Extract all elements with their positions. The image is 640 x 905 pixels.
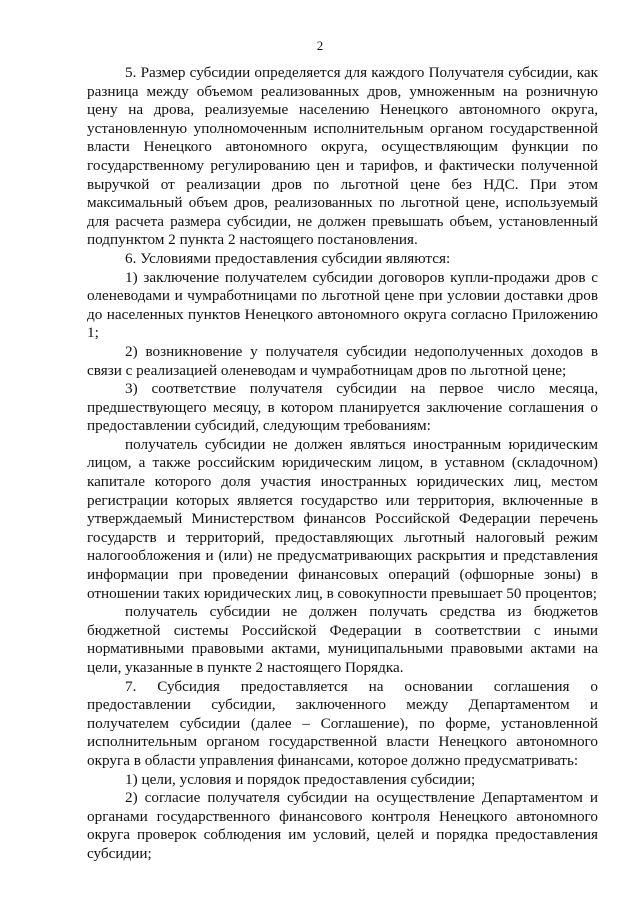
paragraph-requirement-budget: получатель субсидии не должен получать средства из бюджетов бюджетной системы Российской Федерации в соответствии с иными нормативными правовыми актами, муниципальными правовыми актами на цели, указанные в пункте 2 настоящего Порядка.: [87, 603, 598, 676]
paragraph-condition-2: 2) возникновение у получателя субсидии недополученных доходов в связи с реализацией оленеводам и чумработницам дров по льготной цене;: [87, 342, 598, 379]
paragraph-subsidy-size: 5. Размер субсидии определяется для каждого Получателя субсидии, как разница между объемом реализованных дров, умноженным на розничную цену на дрова, реализуемые населению Ненецкого автономного округа, установленную уполномоченным исполнительным органом государственной власти Ненецкого автономного округа, осуществляющим функции по государственному регулированию цен и тарифов, и фактически полученной выручкой от реализации дров по льготной цене без НДС. При этом максимальный объем дров, реализованных по льготной цене, используемый для расчета размера субсидии, не должен превышать объем, установленный подпунктом 2 пункта 2 настоящего постановления.: [87, 64, 598, 249]
document-body: [87, 64, 598, 864]
paragraph-agreement-item-2: 2) согласие получателя субсидии на осуществление Департаментом и органами государственного финансового контроля Ненецкого автономного округа проверок соблюдения им условий, целей и порядка предоставления субсидии;: [87, 789, 598, 862]
paragraph-agreement-item-1: 1) цели, условия и порядок предоставления субсидии;: [125, 770, 476, 788]
paragraph-conditions-heading: 6. Условиями предоставления субсидии являются:: [125, 249, 451, 267]
page-number: 2: [316, 38, 324, 53]
paragraph-condition-1: 1) заключение получателем субсидии договоров купли-продажи дров с оленеводами и чумработницами по льготной цене при условии доставки дров до населенных пунктов Ненецкого автономного округа согласно Приложению 1;: [87, 268, 598, 342]
paragraph-agreement: 7. Субсидия предоставляется на основании соглашения о предоставлении субсидии, заключенного между Департаментом и получателем субсидии (далее – Соглашение), по форме, установленной исполнительным органом государственной власти Ненецкого автономного округа в области управления финансами, которое должно предусматривать:: [87, 677, 598, 769]
paragraph-condition-3: 3) соответствие получателя субсидии на первое число месяца, предшествующего месяцу, в котором планируется заключение соглашения о предоставлении субсидий, следующим требованиям:: [87, 380, 598, 435]
paragraph-requirement-foreign: получатель субсидии не должен являться иностранным юридическим лицом, а также российским юридическим лицом, в уставном (складочном) капитале которого доля участия иностранных юридических лиц, местом регистрации которых является государство или территория, включенные в утверждаемый Министерством финансов Российской Федерации перечень государств и территорий, предоставляющих льготный налоговый режим налогообложения и (или) не предусматривающих раскрытия и представления информации при проведении финансовых операций (офшорные зоны) в отношении таких юридических лиц, в совокупности превышает 50 процентов;: [87, 435, 598, 602]
